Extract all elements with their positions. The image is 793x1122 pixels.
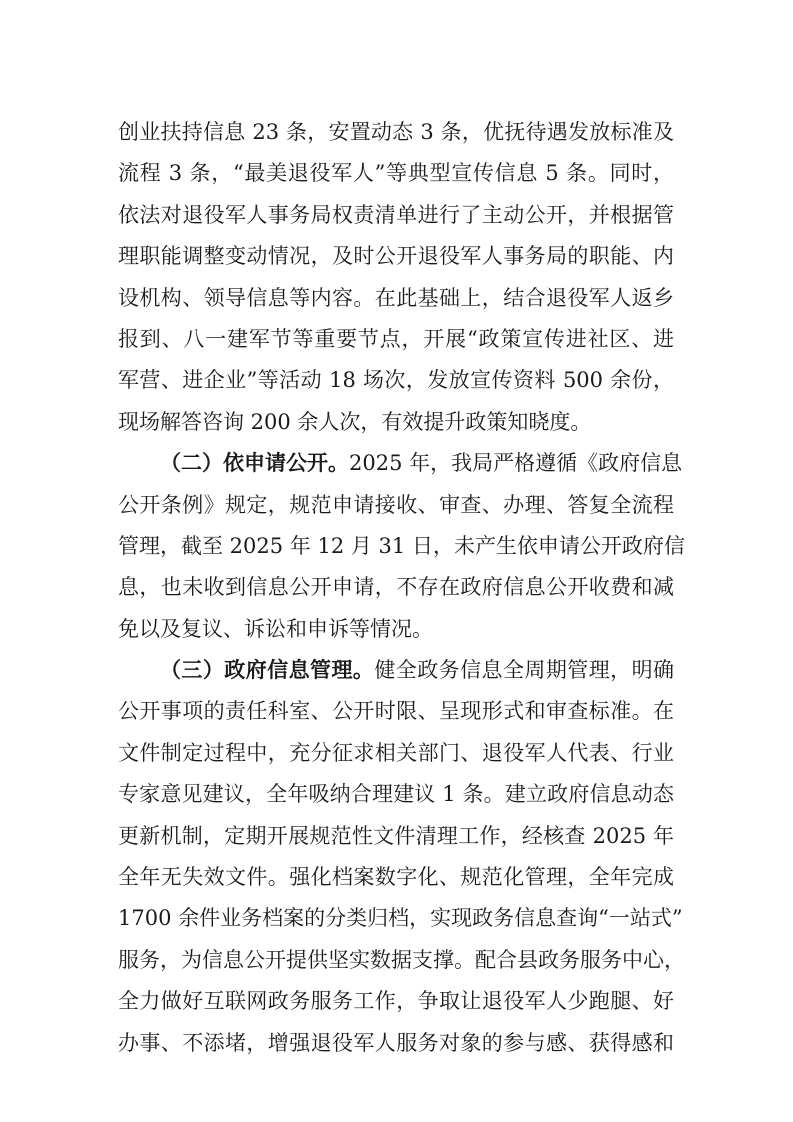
paragraph-3-line-1 <box>118 650 674 691</box>
paragraph-3-line-8: 服务，为信息公开提供坚实数据支撑。配合县政务服务中心， <box>118 947 685 972</box>
paragraph-2-line-3: 管理，截至 2025 年 12 月 31 日，未产生依申请公开政府信 <box>118 533 685 558</box>
section-heading-2: （二）依申请公开。 <box>160 451 349 476</box>
paragraph-3-line-2: 公开事项的责任科室、公开时限、呈现形式和审查标准。在 <box>118 699 674 724</box>
paragraph-3-line-6: 全年无失效文件。强化档案数字化、规范化管理，全年完成 <box>118 865 674 890</box>
paragraph-2-first-text: 2025 年，我局严格遵循《政府信息 <box>349 451 683 476</box>
paragraph-2-line-5: 免以及复议、诉讼和申诉等情况。 <box>118 616 433 641</box>
paragraph-3-first-text: 健全政务信息全周期管理，明确 <box>374 658 675 683</box>
paragraph-3-line-3: 文件制定过程中，充分征求相关部门、退役军人代表、行业 <box>118 740 674 765</box>
paragraph-3-line-4: 专家意见建议，全年吸纳合理建议 1 条。建立政府信息动态 <box>118 782 674 807</box>
body-text <box>118 112 685 1064</box>
paragraph-2-line-1 <box>118 443 683 484</box>
paragraph-1-line-8: 现场解答咨询 200 余人次，有效提升政策知晓度。 <box>118 409 592 434</box>
paragraph-1-line-7: 军营、进企业”等活动 18 场次，发放宣传资料 500 余份， <box>118 368 674 393</box>
section-heading-3: （三）政府信息管理。 <box>160 658 375 683</box>
paragraph-1-line-3: 依法对退役军人事务局权责清单进行了主动公开，并根据管 <box>118 202 674 227</box>
paragraph-2-line-2: 公开条例》规定，规范申请接收、审查、办理、答复全流程 <box>118 492 674 517</box>
paragraph-3-line-7: 1700 余件业务档案的分类归档，实现政务信息查询“一站式” <box>118 906 683 931</box>
paragraph-3-line-9: 全力做好互联网政务服务工作，争取让退役军人少跑腿、好 <box>118 989 674 1014</box>
paragraph-1-line-5: 设机构、领导信息等内容。在此基础上，结合退役军人返乡 <box>118 285 674 310</box>
paragraph-1-line-2: 流程 3 条，“最美退役军人”等典型宣传信息 5 条。同时， <box>118 161 674 186</box>
paragraph-1-line-4: 理职能调整变动情况，及时公开退役军人事务局的职能、内 <box>118 244 674 269</box>
paragraph-1-line-1: 创业扶持信息 23 条，安置动态 3 条，优抚待遇发放标准及 <box>118 120 674 144</box>
paragraph-3-line-10: 办事、不添堵，增强退役军人服务对象的参与感、获得感和 <box>118 1030 674 1055</box>
paragraph-1-line-6: 报到、八一建军节等重要节点，开展“政策宣传进社区、进 <box>118 326 674 351</box>
paragraph-2-line-4: 息，也未收到信息公开申请，不存在政府信息公开收费和减 <box>118 575 674 600</box>
paragraph-3-line-5: 更新机制，定期开展规范性文件清理工作，经核查 2025 年 <box>118 823 674 848</box>
